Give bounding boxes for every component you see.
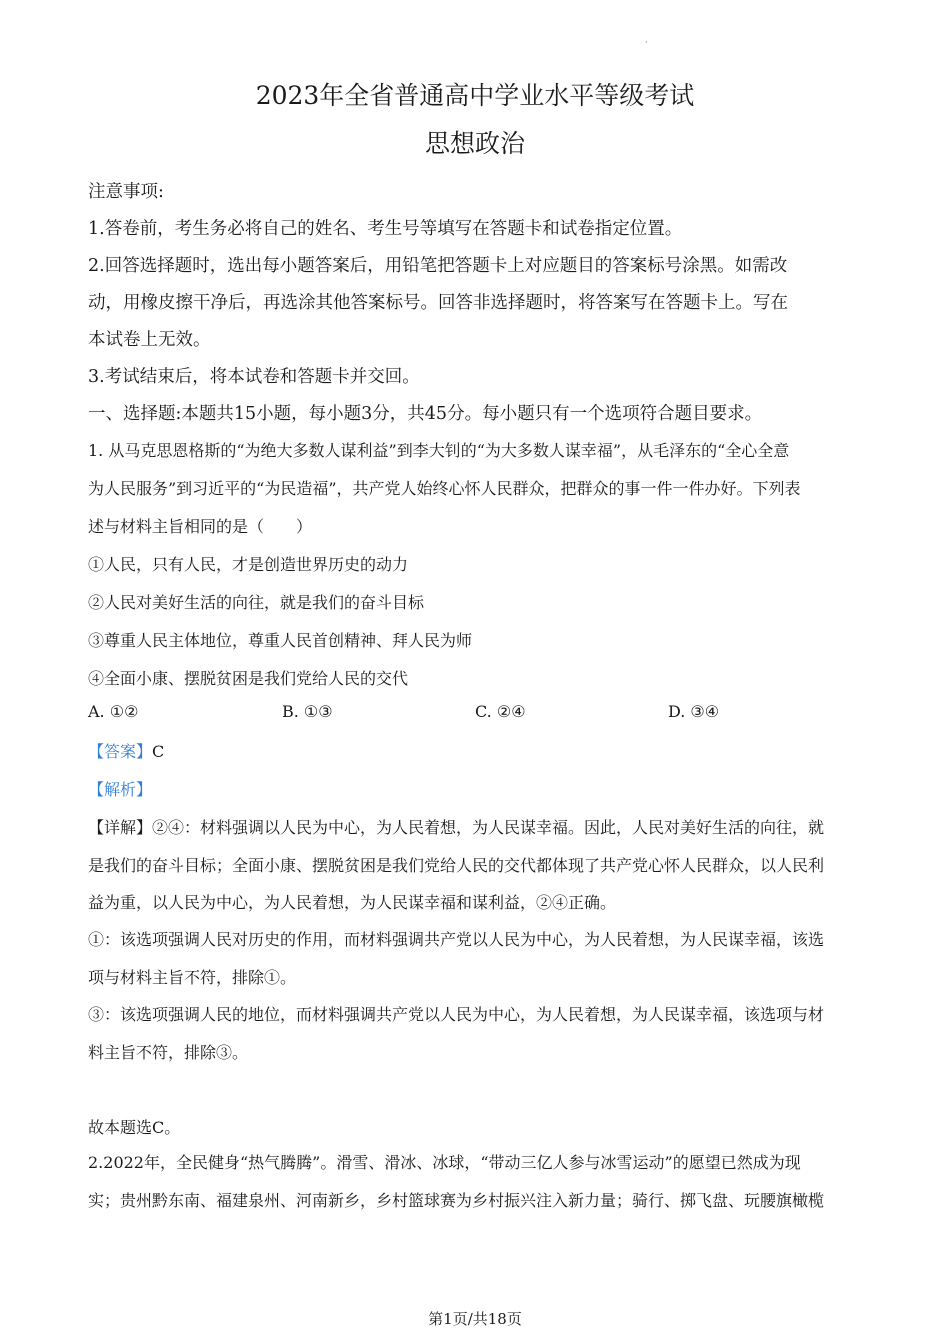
answer-value: C: [152, 742, 165, 761]
q1-option-b: B. ①③: [282, 702, 333, 721]
analysis-label: 【解析】: [88, 780, 153, 799]
q1-statement: ②人民对美好生活的向往，就是我们的奋斗目标: [88, 593, 425, 612]
q1-answer: [88, 740, 868, 764]
q1-statement: ④全面小康、摆脱贫困是我们党给人民的交代: [88, 669, 409, 688]
q1-option-d: D. ③④: [668, 702, 720, 721]
q1-conclusion: 故本题选C。: [88, 1118, 181, 1137]
page-number: 第1页/共18页: [428, 1310, 522, 1328]
exam-title: 2023年全省普通高中学业水平等级考试: [255, 81, 695, 110]
q1-statement: ③尊重人民主体地位，尊重人民首创精神、拜人民为师: [88, 631, 473, 650]
section-heading: 一、选择题:本题共15小题，每小题3分，共45分。每小题只有一个选项符合题目要求。: [88, 404, 763, 424]
notice-item: 1.答卷前，考生务必将自己的姓名、考生号等填写在答题卡和试卷指定位置。: [88, 219, 683, 239]
q1-detail-line: ①：该选项强调人民对历史的作用，而材料强调共产党以人民为中心，为人民着想，为人民谋幸福，该选: [88, 930, 825, 949]
notice-item: 本试卷上无效。: [88, 330, 211, 350]
q1-option-a: A. ①②: [88, 702, 139, 721]
q1-stem-line: 述与材料主旨相同的是（ ）: [88, 517, 313, 536]
answer-label: 【答案】: [88, 742, 153, 761]
q1-detail-line: 料主旨不符，排除③。: [88, 1043, 249, 1062]
notice-heading: 注意事项:: [88, 182, 164, 202]
q1-detail-line: 【详解】②④：材料强调以人民为中心，为人民着想，为人民谋幸福。因此，人民对美好生活的向往，就: [88, 818, 825, 837]
q2-stem-line: 2.2022年，全民健身“热气腾腾”。滑雪、滑冰、冰球，“带动三亿人参与冰雪运动”的愿望已然成为现: [88, 1153, 801, 1172]
exam-subject: 思想政治: [424, 129, 525, 158]
notice-item: 2.回答选择题时，选出每小题答案后，用铅笔把答题卡上对应题目的答案标号涂黑。如需改: [88, 256, 788, 276]
notice-item: 动，用橡皮擦干净后，再选涂其他答案标号。回答非选择题时，将答案写在答题卡上。写在: [88, 293, 788, 313]
q1-detail-line: 项与材料主旨不符，排除①。: [88, 968, 297, 987]
q1-detail-line: 是我们的奋斗目标；全面小康、摆脱贫困是我们党给人民的交代都体现了共产党心怀人民群众，以人民利: [88, 856, 825, 875]
q1-stem-line: 1. 从马克思恩格斯的“为绝大多数人谋利益”到李大钊的“为大多数人谋幸福”，从毛泽东的“全心全意: [88, 441, 790, 460]
q1-option-c: C. ②④: [475, 702, 526, 721]
q2-stem-line: 实；贵州黔东南、福建泉州、河南新乡，乡村篮球赛为乡村振兴注入新力量；骑行、掷飞盘、玩腰旗橄榄: [88, 1191, 825, 1210]
notice-item: 3.考试结束后，将本试卷和答题卡并交回。: [88, 367, 420, 387]
q1-detail-line: ③：该选项强调人民的地位，而材料强调共产党以人民为中心，为人民着想，为人民谋幸福，该选项与材: [88, 1005, 825, 1024]
q1-stem-line: 为人民服务”到习近平的“为民造福”，共产党人始终心怀人民群众，把群众的事一件一件办好。下列表: [88, 479, 801, 498]
q1-detail-line: 益为重，以人民为中心，为人民着想，为人民谋幸福和谋利益，②④正确。: [88, 893, 617, 912]
q1-statement: ①人民，只有人民，才是创造世界历史的动力: [88, 555, 409, 574]
scan-dot: ·: [645, 38, 648, 47]
